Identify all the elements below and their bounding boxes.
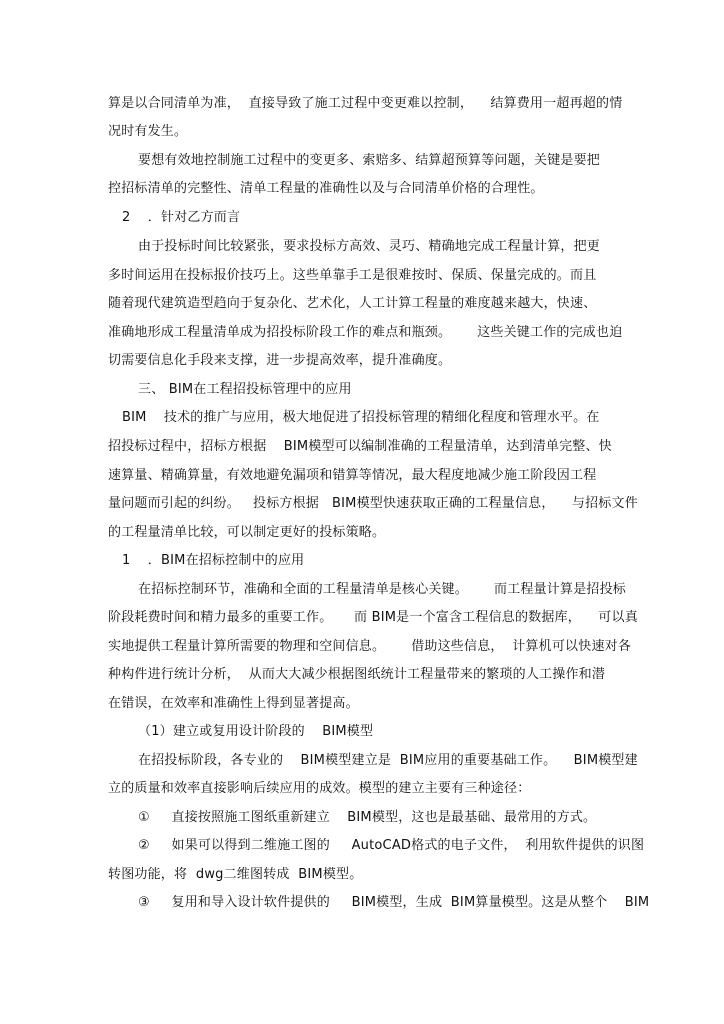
- text-line: 准确地形成工程量清单成为招投标阶段工作的难点和瓶颈。 这些关键工作的完成也迫: [108, 325, 623, 340]
- text-line: 种构件进行统计分析， 从而大大减少根据图纸统计工程量带来的繁琐的人工操作和潜: [108, 667, 606, 682]
- list-item: ① 直接按照施工图纸重新建立 BIM模型，这也是最基础、最常用的方式。: [138, 810, 597, 825]
- text-line: BIM 技术的推广与应用，极大地促进了招投标管理的精细化程度和管理水平。在: [122, 410, 600, 425]
- list-item: ③ 复用和导入设计软件提供的 BIM模型，生成 BIM算量模型。这是从整个 BIM: [138, 895, 650, 910]
- text-line: 要想有效地控制施工过程中的变更多、索赔多、结算超预算等问题，关键是要把: [138, 153, 601, 168]
- text-line: 实地提供工程量计算所需要的物理和空间信息。 借助这些信息， 计算机可以快速对各: [108, 639, 632, 654]
- text-line: 算是以合同清单为准， 直接导致了施工过程中变更难以控制， 结算费用一超再超的情: [108, 96, 623, 111]
- section-heading: 三、 BIM在工程招投标管理中的应用: [138, 382, 352, 397]
- text-line: 在招投标阶段，各专业的 BIM模型建立是 BIM应用的重要基础工作。 BIM模型建: [138, 753, 638, 768]
- text-line: 在错误，在效率和准确性上得到显著提高。: [108, 696, 359, 711]
- section-heading: 2 ．针对乙方而言: [122, 210, 241, 225]
- list-item: ② 如果可以得到二维施工图的 AutoCAD格式的电子文件， 利用软件提供的识图: [138, 838, 645, 853]
- text-line: 在招标控制环节，准确和全面的工程量清单是核心关键。 而工程量计算是招投标: [138, 582, 626, 597]
- text-line: 由于投标时间比较紧张，要求投标方高效、灵巧、精确地完成工程量计算，把更: [138, 239, 601, 254]
- text-line: 多时间运用在投标报价技巧上。这些单靠手工是很难按时、保质、保量完成的。而且: [108, 268, 597, 283]
- text-line: 速算量、精确算量，有效地避免漏项和错算等情况，最大程度地减少施工阶段因工程: [108, 468, 597, 483]
- text-line: 招投标过程中，招标方根据 BIM模型可以编制准确的工程量清单，达到清单完整、快: [108, 439, 612, 454]
- text-line: 切需要信息化手段来支撑，进一步提高效率，提升准确度。: [108, 353, 452, 368]
- text-line: 立的质量和效率直接影响后续应用的成效。模型的建立主要有三种途径：: [108, 781, 531, 796]
- section-heading: （1）建立或复用设计阶段的 BIM模型: [138, 724, 374, 739]
- text-line: 转图功能，将 dwg二维图转成 BIM模型。: [108, 867, 363, 882]
- text-line: 的工程量清单比较，可以制定更好的投标策略。: [108, 525, 386, 540]
- text-line: 随着现代建筑造型趋向于复杂化、艺术化，人工计算工程量的难度越来越大，快速、: [108, 296, 597, 311]
- text-line: 量问题而引起的纠纷。 投标方根据 BIM模型快速获取正确的工程量信息， 与招标文件: [108, 496, 638, 511]
- section-heading: 1 ．BIM在招标控制中的应用: [122, 553, 305, 568]
- text-line: 控招标清单的完整性、清单工程量的准确性以及与合同清单价格的合理性。: [108, 181, 544, 196]
- text-line: 阶段耗费时间和精力最多的重要工作。 而 BIM是一个富含工程信息的数据库， 可以真: [108, 610, 638, 625]
- text-line: 况时有发生。: [108, 124, 188, 139]
